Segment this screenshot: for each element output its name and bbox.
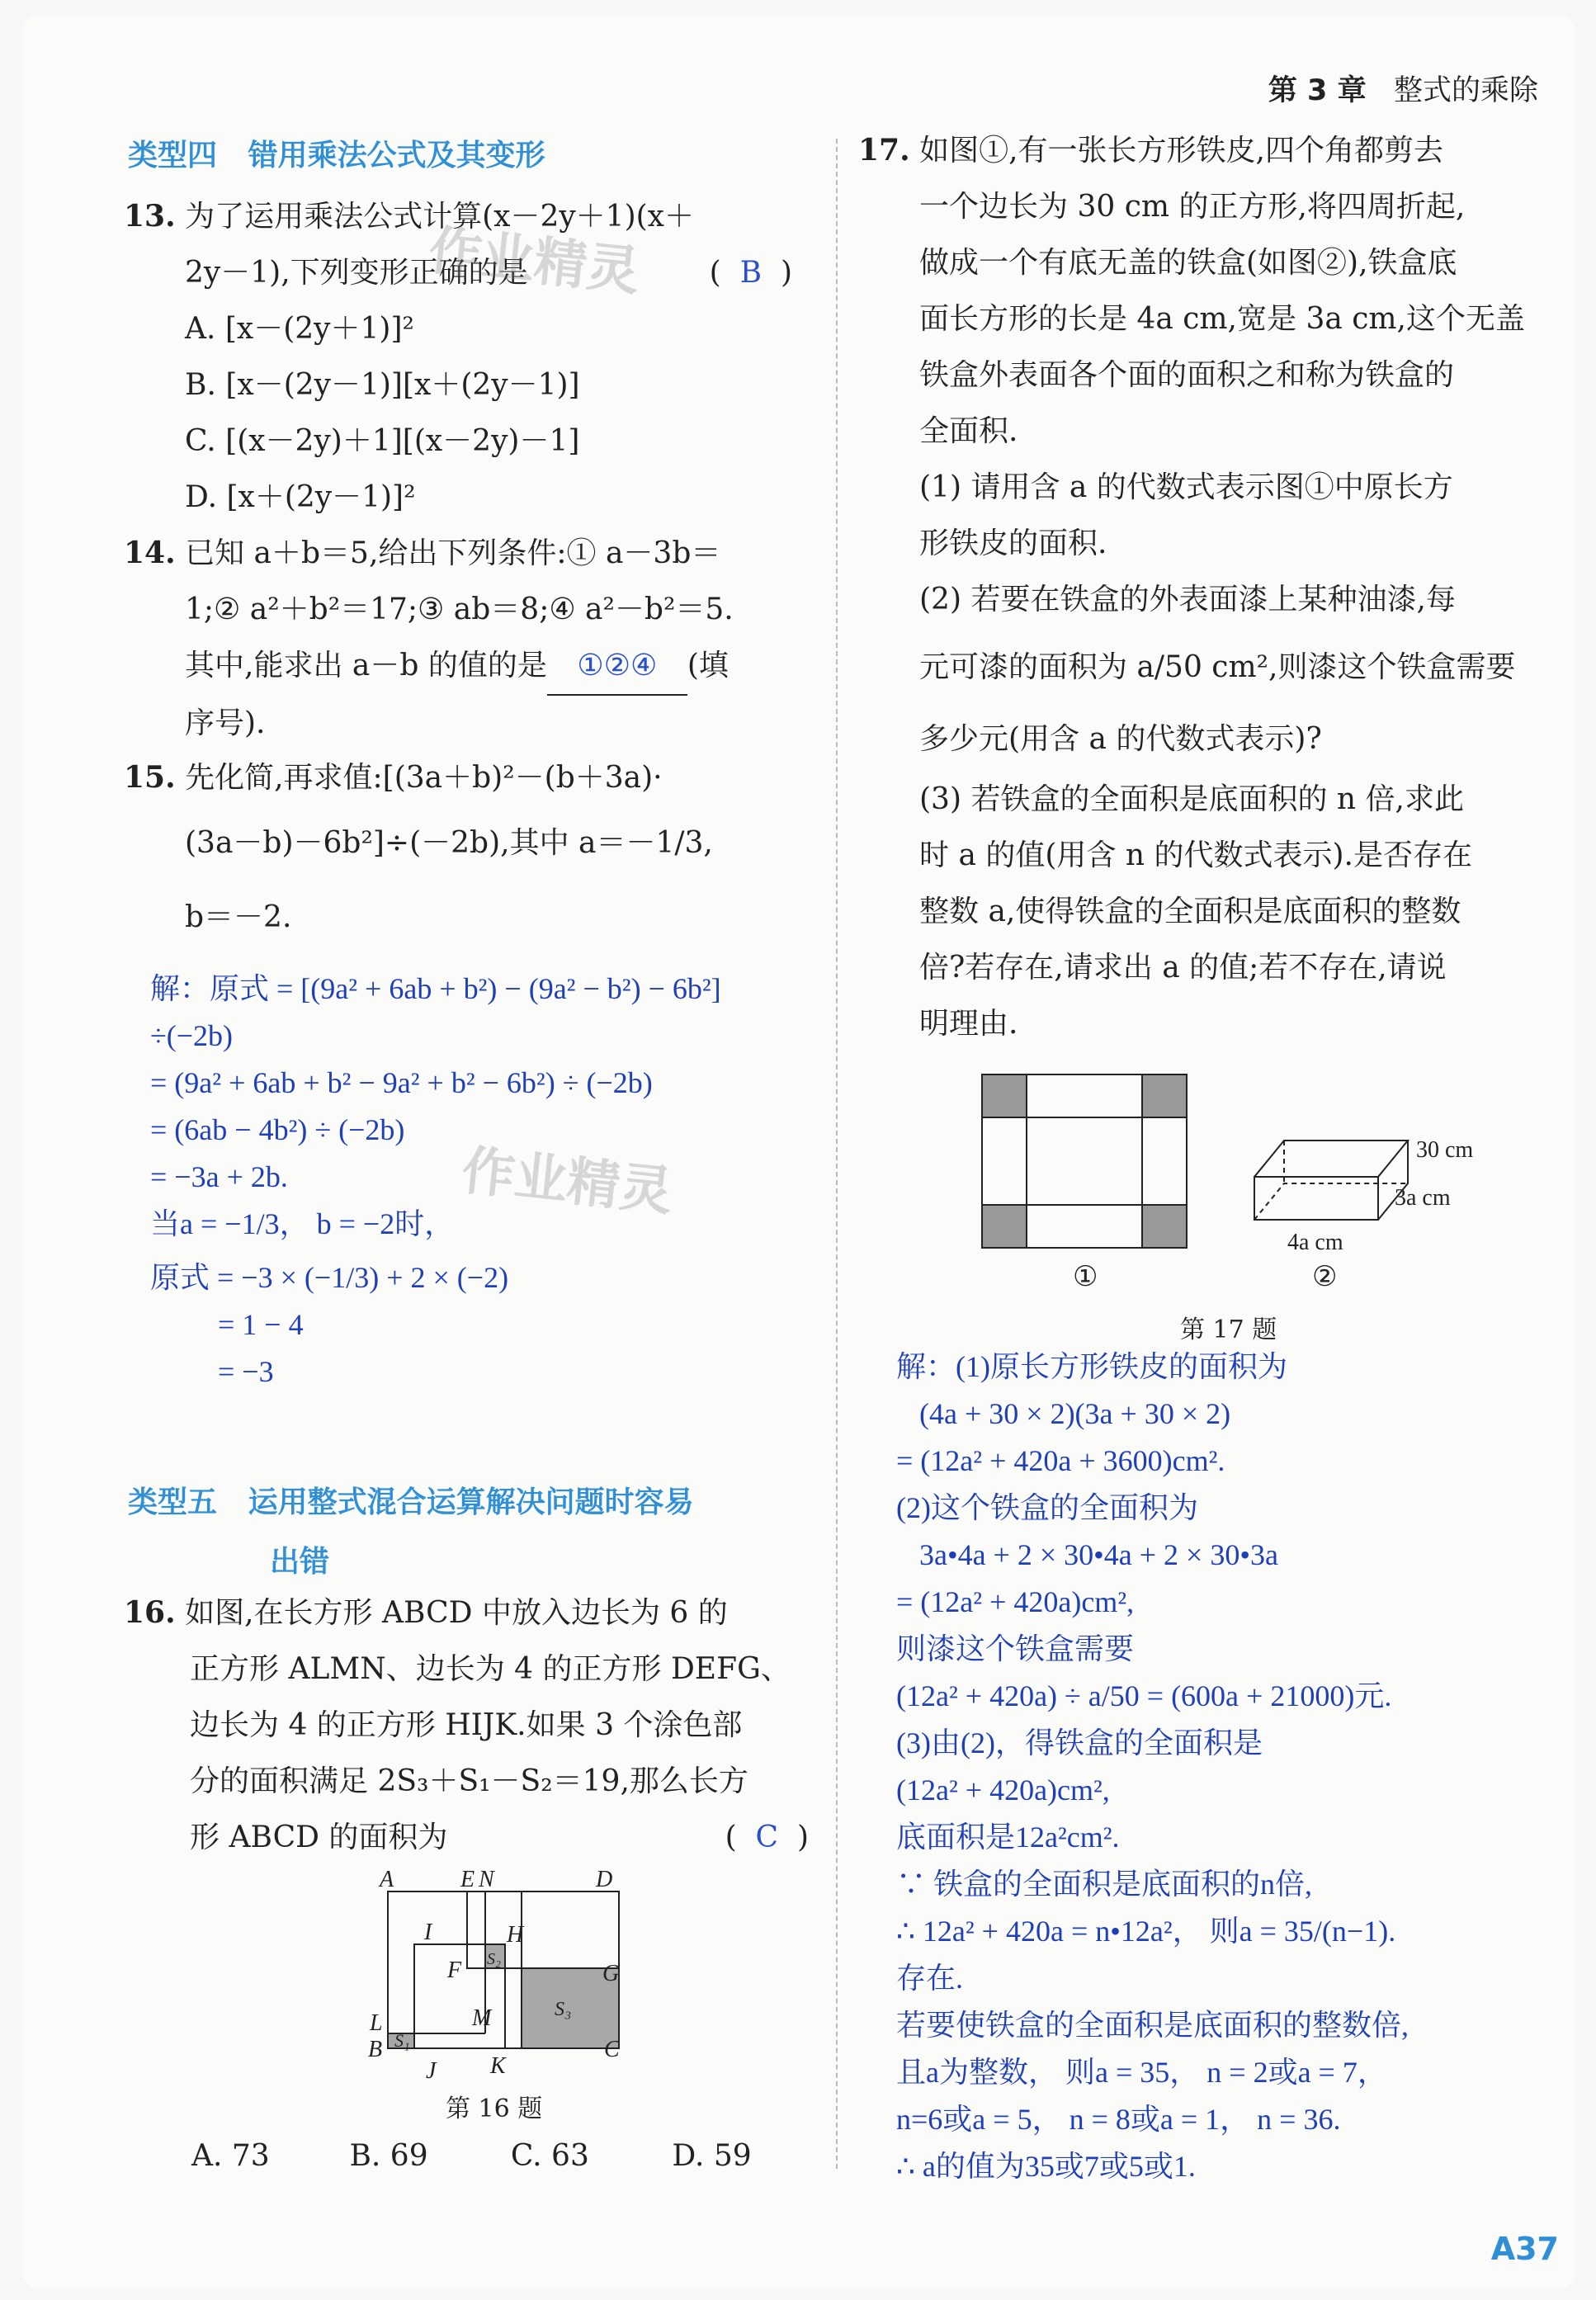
question-15: 15. 先化简,再求值:[(3a＋b)²－(b＋3a)· (3a－b)－6b²]÷(－2b),其中 a＝－1/3, b＝－2. bbox=[124, 760, 713, 934]
corner-bl bbox=[982, 1205, 1027, 1248]
label-k: K bbox=[490, 2053, 506, 2079]
page-number: A37 bbox=[1490, 2231, 1559, 2267]
label-b: B bbox=[368, 2037, 383, 2062]
q14-answer: ①②④ bbox=[547, 638, 687, 696]
chapter-number: 第 3 章 bbox=[1268, 74, 1367, 107]
label-n: N bbox=[479, 1867, 494, 1892]
watermark-2: 作业精灵 bbox=[459, 1140, 676, 1224]
label-s3: S₃ bbox=[555, 1999, 572, 2020]
label-fig1: ① bbox=[1073, 1262, 1098, 1292]
section-5-heading: 类型五 运用整式混合运算解决问题时容易 出错 bbox=[128, 1485, 694, 1579]
column-divider bbox=[836, 139, 838, 2169]
label-m: M bbox=[472, 2005, 492, 2031]
q16-option-d: D. 59 bbox=[672, 2139, 752, 2173]
question-14: 14. 已知 a＋b＝5,给出下列条件:① a－3b＝ 1;② a²＋b²＝17;③ ab＝8;④ a²－b²＝5. 其中,能求出 a－b 的值的是 ①②④ (填 序号). bbox=[124, 536, 734, 740]
label-s2: S₂ bbox=[487, 1950, 501, 1968]
corner-br bbox=[1142, 1205, 1187, 1248]
q13-option-b: B. [x－(2y－1)][x＋(2y－1)] bbox=[185, 368, 580, 402]
corner-tr bbox=[1142, 1074, 1187, 1117]
q16-option-b: B. 69 bbox=[349, 2139, 428, 2173]
question-16: 16. 如图,在长方形 ABCD 中放入边长为 6 的 正方形 ALMN、边长为 4 的正方形 DEFG、 边长为 4 的正方形 HIJK.如果 3 个涂色部 分的面积满足 2S₃＋S₁－S₂＝19,那么长方 形 ABCD 的面积为 ( C ) bbox=[124, 1595, 809, 1854]
figure-17 bbox=[974, 1065, 1502, 1345]
solution-17: 解：(1)原长方形铁皮的面积为 (4a + 30 × 2)(3a + 30 × 2) = (12a² + 420a + 3600)cm². (2)这个铁盒的全面积为 3a•4a + 2 × 30•4a + 2 × 30•3a = (12a² + 420a)cm², 则漆这个铁盒需要 (12a² + 420a) ÷ a/50 = (600a + 21000)元. (3)由(2)，得铁盒的全面积是 (12a² + 420a)cm², 底面积是12a²cm². ∵ 铁盒的全面积是底面积的n倍, ∴ 12a² + 420a = n•12a²， 则a = 35/(n−1). 存在. 若要使铁盒的全面积是底面积的整数倍, 且a为整数， 则a = 35， n = 2或a = 7， n=6或a = 5， n = 8或a = 1， n = 36. ∴ a的值为35或7或5或1. bbox=[896, 1350, 1409, 2183]
box-hidden bbox=[1254, 1183, 1408, 1220]
solution-15: 解：原式 = [(9a² + 6ab + b²) − (9a² − b²) − 6b²] ÷(−2b) = (9a² + 6ab + b² − 9a² + b² − 6b²) ÷ (−2b) = (6ab − 4b²) ÷ (−2b) = −3a + 2b. 当a = −1/3， b = −2时， 原式 = −3 × (−1/3) + 2 × (−2) = 1 − 4 = −3 bbox=[150, 972, 721, 1388]
chapter-header bbox=[1268, 68, 1538, 109]
label-height: 30 cm bbox=[1416, 1137, 1474, 1163]
label-e: E bbox=[460, 1867, 475, 1892]
label-l: L bbox=[370, 2010, 383, 2036]
q16-options bbox=[191, 2139, 819, 2173]
watermark-1: 作业精灵 bbox=[426, 220, 643, 304]
q16-option-c: C. 63 bbox=[510, 2139, 589, 2173]
label-f: F bbox=[447, 1958, 462, 1983]
q13-answer: B bbox=[739, 256, 763, 290]
question-13: 13. 为了运用乘法公式计算(x－2y＋1)(x＋ 2y－1),下列变形正确的是 ( B ) A. [x－(2y＋1)]² B. [x－(2y－1)][x＋(2y－1)] C. [(x－2y)＋1][(x－2y)－1] D. [x＋(2y－1)]² bbox=[124, 188, 817, 526]
box-drawing bbox=[1254, 1141, 1408, 1220]
q13-option-c: C. [(x－2y)＋1][(x－2y)－1] bbox=[185, 424, 580, 458]
base-rect bbox=[1027, 1117, 1142, 1205]
label-fig2: ② bbox=[1312, 1262, 1338, 1292]
box-top bbox=[1254, 1141, 1408, 1177]
label-s1: S₁ bbox=[394, 2030, 410, 2051]
corner-tl bbox=[982, 1074, 1027, 1117]
figure-17-caption: 第 17 题 bbox=[1180, 1315, 1277, 1344]
label-j: J bbox=[426, 2058, 437, 2084]
label-c: C bbox=[604, 2037, 620, 2062]
question-17: 17. 如图①,有一张长方形铁皮,四个角都剪去 一个边长为 30 cm 的正方形,将四周折起, 做成一个有底无盖的铁盒(如图②),铁盒底 面长方形的长是 4a cm,宽是 3a cm,这个无盖 铁盒外表面各个面的面积之和称为铁盒的 全面积. (1) 请用含 a 的代数式表示图①中原长方 形铁皮的面积. (2) 若要在铁盒的外表面漆上某种油漆,每 元可漆的面积为 a/50 cm²,则漆这个铁盒需要 多少元(用含 a 的代数式表示)? (3) 若铁盒的全面积是底面积的 n 倍,求此 时 a 的值(用含 n 的代数式表示).是否存在 整数 a,使得铁盒的全面积是底面积的整数 倍?若存在,请求出 a 的值;若不存在,请说 明理由. bbox=[858, 133, 1525, 1041]
label-width: 3a cm bbox=[1395, 1185, 1451, 1211]
label-length: 4a cm bbox=[1287, 1230, 1343, 1255]
q16-answer: C bbox=[755, 1821, 779, 1854]
figure-16-caption: 第 16 题 bbox=[446, 2095, 543, 2123]
label-i: I bbox=[424, 1920, 432, 1945]
chapter-title: 整式的乘除 bbox=[1393, 74, 1538, 107]
q13-option-d: D. [x＋(2y－1)]² bbox=[185, 480, 416, 514]
figure-16 bbox=[363, 1865, 644, 2088]
q13-option-a: A. [x－(2y＋1)]² bbox=[185, 312, 414, 346]
label-d: D bbox=[596, 1867, 613, 1892]
label-a: A bbox=[380, 1867, 394, 1892]
q16-option-a: A. 73 bbox=[191, 2139, 270, 2173]
label-g: G bbox=[602, 1961, 620, 1986]
section-4-heading: 类型四 错用乘法公式及其变形 bbox=[128, 139, 545, 172]
label-h: H bbox=[507, 1922, 524, 1948]
